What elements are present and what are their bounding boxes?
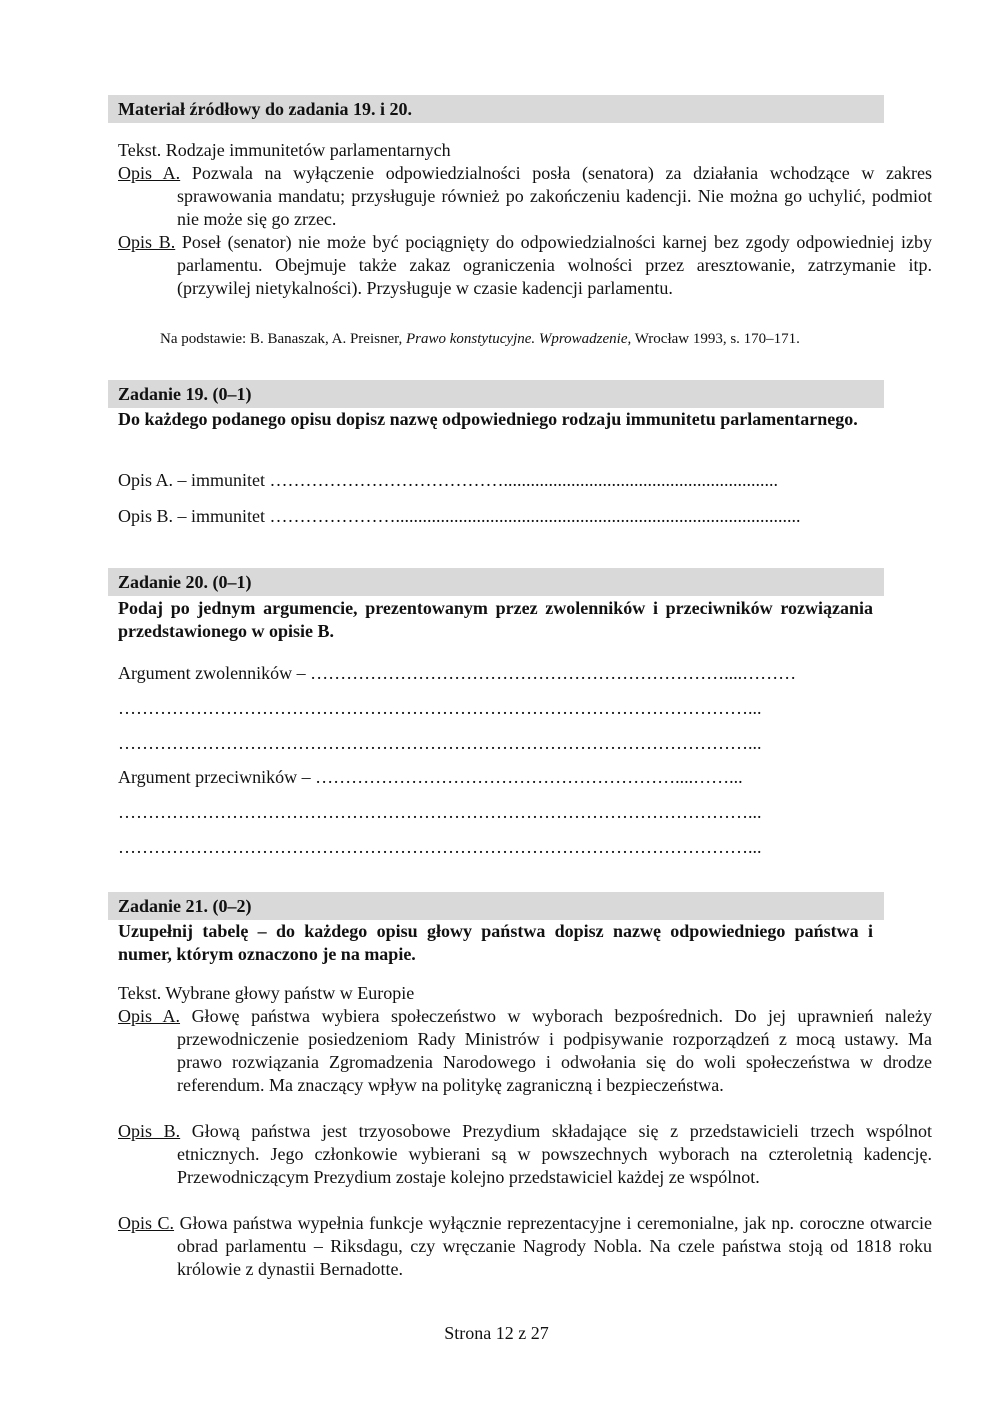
task20-answer-pro-2[interactable]: ……………………………………………………………………………………………...	[118, 698, 762, 718]
task19-instruction: Do każdego podanego opisu dopisz nazwę odpowiedniego rodzaju immunitetu parlamentarnego.	[118, 409, 858, 429]
task21-opis-b	[118, 1120, 932, 1189]
task20-answer-con-3[interactable]: ……………………………………………………………………………………………...	[118, 837, 762, 857]
task21-opis-a	[118, 1005, 932, 1097]
task20-instruction: Podaj po jednym argumencie, prezentowanym przez zwolenników i przeciwników rozwiązania przedstawionego w opisie B.	[118, 598, 873, 641]
task21-header: Zadanie 21. (0–2)	[108, 892, 884, 920]
source-prefix: Na podstawie: B. Banaszak, A. Preisner,	[160, 331, 407, 347]
task21-opis-c-text: Głowa państwa wypełnia funkcje wyłącznie reprezentacyjne i ceremonialne, jak np. coroczne otwarcie obrad parlamentu – Riksdagu, czy wręczanie Nagrody Nobla. Na czele państwa stoją od 1818 roku królowie z dynastii Bernadotte.	[177, 1213, 933, 1279]
task21-instruction: Uzupełnij tabelę – do każdego opisu głowy państwa dopisz nazwę odpowiedniego państwa i numer, którym oznaczono je na mapie.	[118, 921, 873, 964]
opis-b-text: Poseł (senator) nie może być pociągnięty do odpowiedzialności karnej bez zgody odpowiedniej izby parlamentu. Obejmuje także zakaz ograniczenia wolności przez aresztowanie, zatrzymanie itp. (przywilej nietykalności). Przysługuje w czasie kadencji parlamentu.	[177, 232, 933, 298]
source-citation	[160, 329, 873, 349]
material-text-title: Tekst. Rodzaje immunitetów parlamentarnych	[118, 140, 451, 160]
task20-answer-pro-3[interactable]: ……………………………………………………………………………………………...	[118, 733, 762, 753]
task21-text-title: Tekst. Wybrane głowy państw w Europie	[118, 983, 415, 1003]
material-header: Materiał źródłowy do zadania 19. i 20.	[108, 95, 884, 123]
task21-opis-a-label: Opis A.	[118, 1006, 181, 1026]
opis-b-label: Opis B.	[118, 232, 176, 252]
task20-answer-con-2[interactable]: ……………………………………………………………………………………………...	[118, 802, 762, 822]
task20-answer-con[interactable]: Argument przeciwników – ……………………………………………………....……...	[118, 767, 743, 787]
page-number: Strona 12 z 27	[444, 1323, 549, 1343]
material-opis-b	[118, 231, 932, 300]
task19-header: Zadanie 19. (0–1)	[108, 380, 884, 408]
task19-answer-b[interactable]: Opis B. – immunitet …………………..........................................................................................	[118, 506, 801, 526]
source-title: Prawo konstytucyjne. Wprowadzenie	[406, 331, 628, 347]
task21-opis-c-label: Opis C.	[118, 1213, 175, 1233]
opis-a-text: Pozwala na wyłączenie odpowiedzialności posła (senatora) za działania wchodzące w zakres sprawowania mandatu; przysługuje również po zakończeniu kadencji. Nie można go uchylić, podmiot nie może się go zrzec.	[177, 163, 933, 229]
task20-answer-pro[interactable]: Argument zwolenników – ……………………………………………………………....………	[118, 663, 797, 683]
material-opis-a	[118, 162, 932, 231]
task21-opis-b-text: Głową państwa jest trzyosobowe Prezydium składające się z przedstawicieli trzech wspólnot etnicznych. Jego członkowie wybierani są w powszechnych wyborach na czteroletnią kadencję. Przewodniczącym Prezydium zostaje kolejno przedstawiciel każdej ze wspólnot.	[177, 1121, 932, 1187]
task21-opis-a-text: Głowę państwa wybiera społeczeństwo w wyborach bezpośrednich. Do jej uprawnień należy przewodniczenie posiedzeniom Rady Ministrów i podpisywanie rozporządzeń z mocą ustawy. Ma prawo rozwiązania Zgromadzenia Narodowego i odwołania się do woli społeczeństwa w drodze referendum. Ma znaczący wpływ na politykę zagraniczną i bezpieczeństwa.	[177, 1006, 933, 1095]
task21-opis-b-label: Opis B.	[118, 1121, 181, 1141]
task20-header: Zadanie 20. (0–1)	[108, 568, 884, 596]
task19-answer-a[interactable]: Opis A. – immunitet ………………………………….............................................................	[118, 470, 779, 490]
task21-opis-c	[118, 1212, 932, 1281]
source-suffix: , Wrocław 1993, s. 170–171.	[627, 331, 800, 347]
opis-a-label: Opis A.	[118, 163, 181, 183]
